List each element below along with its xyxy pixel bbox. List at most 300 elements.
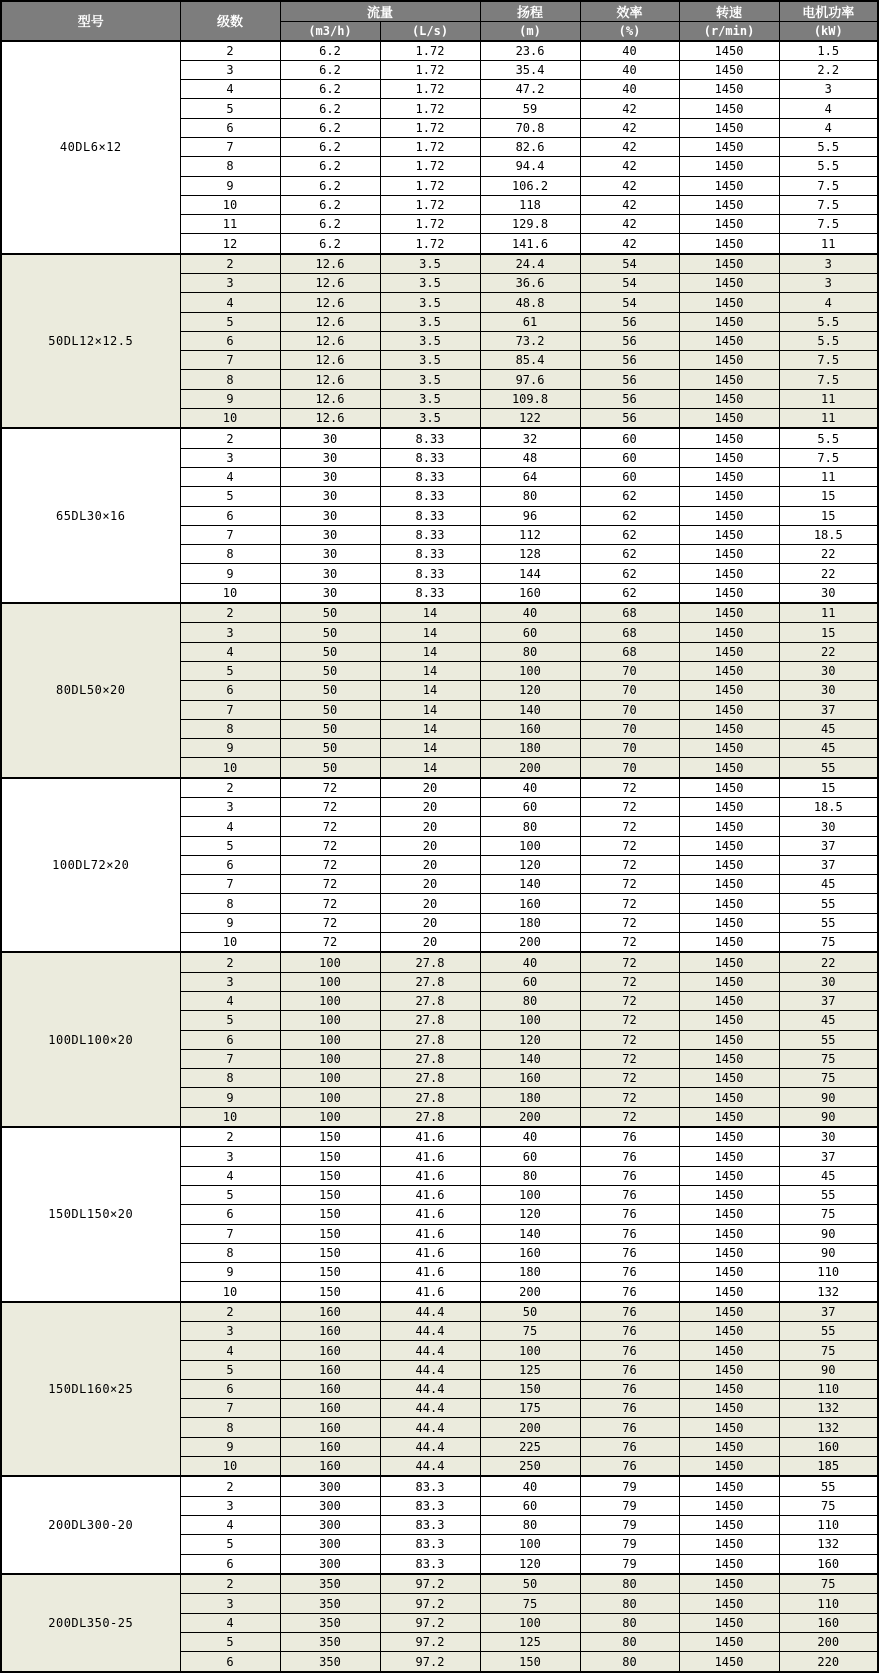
stage-cell: 10: [180, 408, 280, 428]
data-cell: 150: [480, 1379, 580, 1398]
data-cell: 100: [280, 1049, 380, 1068]
data-cell: 30: [280, 525, 380, 544]
data-cell: 76: [580, 1322, 679, 1341]
col-header-model: 型号: [1, 1, 180, 41]
data-cell: 54: [580, 274, 679, 293]
data-cell: 6.2: [280, 80, 380, 99]
stage-cell: 8: [180, 1418, 280, 1437]
data-cell: 56: [580, 331, 679, 350]
data-cell: 3.5: [380, 351, 480, 370]
table-row: [1, 41, 878, 61]
data-cell: 7.5: [779, 370, 878, 389]
data-cell: 3.5: [380, 408, 480, 428]
data-cell: 70: [580, 739, 679, 758]
data-cell: 4: [779, 99, 878, 118]
data-cell: 8.33: [380, 468, 480, 487]
stage-cell: 3: [180, 623, 280, 642]
data-cell: 300: [280, 1496, 380, 1515]
data-cell: 1450: [679, 1632, 779, 1651]
data-cell: 90: [779, 1107, 878, 1127]
model-cell: 65DL30×16: [1, 428, 180, 603]
data-cell: 54: [580, 293, 679, 312]
data-cell: 1450: [679, 972, 779, 991]
data-cell: 47.2: [480, 80, 580, 99]
data-cell: 72: [580, 875, 679, 894]
data-cell: 14: [380, 758, 480, 778]
data-cell: 37: [779, 836, 878, 855]
stage-cell: 5: [180, 836, 280, 855]
data-cell: 83.3: [380, 1476, 480, 1496]
data-cell: 79: [580, 1535, 679, 1554]
data-cell: 97.2: [380, 1574, 480, 1594]
table-row: [1, 952, 878, 972]
data-cell: 72: [280, 817, 380, 836]
data-cell: 1.72: [380, 80, 480, 99]
data-cell: 30: [280, 468, 380, 487]
data-cell: 7.5: [779, 195, 878, 214]
data-cell: 1450: [679, 1437, 779, 1456]
data-cell: 75: [779, 1205, 878, 1224]
data-cell: 30: [779, 817, 878, 836]
table-row: [1, 603, 878, 623]
data-cell: 120: [480, 681, 580, 700]
data-cell: 132: [779, 1535, 878, 1554]
data-cell: 60: [580, 428, 679, 448]
data-cell: 50: [280, 603, 380, 623]
table-row: [1, 1302, 878, 1322]
data-cell: 12.6: [280, 389, 380, 408]
col-header-speed: 转速: [679, 1, 779, 22]
data-cell: 75: [779, 932, 878, 952]
stage-cell: 7: [180, 525, 280, 544]
data-cell: 72: [580, 778, 679, 798]
data-cell: 76: [580, 1243, 679, 1262]
data-cell: 30: [779, 1127, 878, 1147]
data-cell: 18.5: [779, 525, 878, 544]
data-cell: 56: [580, 389, 679, 408]
data-cell: 14: [380, 642, 480, 661]
data-cell: 350: [280, 1652, 380, 1672]
data-cell: 56: [580, 312, 679, 331]
stage-cell: 5: [180, 1632, 280, 1651]
data-cell: 50: [480, 1302, 580, 1322]
data-cell: 150: [280, 1224, 380, 1243]
data-cell: 76: [580, 1186, 679, 1205]
stage-cell: 2: [180, 1127, 280, 1147]
data-cell: 30: [779, 661, 878, 680]
data-cell: 109.8: [480, 389, 580, 408]
stage-cell: 7: [180, 875, 280, 894]
stage-cell: 5: [180, 487, 280, 506]
data-cell: 20: [380, 855, 480, 874]
data-cell: 37: [779, 1147, 878, 1166]
stage-cell: 3: [180, 274, 280, 293]
data-cell: 72: [580, 1030, 679, 1049]
stage-cell: 4: [180, 817, 280, 836]
data-cell: 22: [779, 642, 878, 661]
data-cell: 3: [779, 80, 878, 99]
data-cell: 1450: [679, 623, 779, 642]
data-cell: 45: [779, 719, 878, 738]
data-cell: 50: [280, 681, 380, 700]
data-cell: 79: [580, 1554, 679, 1574]
data-cell: 22: [779, 952, 878, 972]
data-cell: 70.8: [480, 118, 580, 137]
unit-efficiency: (%): [580, 22, 679, 41]
data-cell: 20: [380, 932, 480, 952]
col-header-flow: 流量: [280, 1, 480, 22]
data-cell: 55: [779, 894, 878, 913]
data-cell: 1450: [679, 312, 779, 331]
data-cell: 37: [779, 700, 878, 719]
stage-cell: 10: [180, 1282, 280, 1302]
data-cell: 60: [580, 448, 679, 467]
data-cell: 20: [380, 913, 480, 932]
data-cell: 250: [480, 1457, 580, 1477]
data-cell: 1450: [679, 875, 779, 894]
data-cell: 160: [480, 719, 580, 738]
data-cell: 83.3: [380, 1554, 480, 1574]
data-cell: 1450: [679, 1030, 779, 1049]
stage-cell: 6: [180, 681, 280, 700]
data-cell: 5.5: [779, 157, 878, 176]
data-cell: 64: [480, 468, 580, 487]
data-cell: 42: [580, 234, 679, 254]
data-cell: 300: [280, 1535, 380, 1554]
data-cell: 8.33: [380, 448, 480, 467]
data-cell: 27.8: [380, 1088, 480, 1107]
data-cell: 90: [779, 1224, 878, 1243]
data-cell: 1450: [679, 1554, 779, 1574]
data-cell: 180: [480, 739, 580, 758]
stage-cell: 12: [180, 234, 280, 254]
data-cell: 160: [280, 1457, 380, 1477]
data-cell: 1450: [679, 234, 779, 254]
data-cell: 72: [580, 1088, 679, 1107]
data-cell: 40: [480, 952, 580, 972]
data-cell: 200: [480, 932, 580, 952]
data-cell: 3.5: [380, 274, 480, 293]
data-cell: 40: [580, 80, 679, 99]
stage-cell: 9: [180, 176, 280, 195]
data-cell: 80: [580, 1632, 679, 1651]
data-cell: 300: [280, 1554, 380, 1574]
data-cell: 1450: [679, 293, 779, 312]
data-cell: 42: [580, 137, 679, 156]
data-cell: 40: [580, 41, 679, 61]
stage-cell: 5: [180, 1011, 280, 1030]
data-cell: 60: [480, 972, 580, 991]
data-cell: 60: [480, 1496, 580, 1515]
data-cell: 112: [480, 525, 580, 544]
data-cell: 72: [580, 1011, 679, 1030]
data-cell: 11: [779, 408, 878, 428]
data-cell: 1450: [679, 1341, 779, 1360]
data-cell: 82.6: [480, 137, 580, 156]
data-cell: 56: [580, 408, 679, 428]
data-cell: 1450: [679, 1322, 779, 1341]
data-cell: 15: [779, 506, 878, 525]
data-cell: 100: [280, 1088, 380, 1107]
data-cell: 27.8: [380, 1030, 480, 1049]
data-cell: 200: [480, 758, 580, 778]
col-header-efficiency: 效率: [580, 1, 679, 22]
stage-cell: 4: [180, 468, 280, 487]
data-cell: 100: [480, 1011, 580, 1030]
data-cell: 42: [580, 176, 679, 195]
data-cell: 1450: [679, 1476, 779, 1496]
data-cell: 50: [280, 661, 380, 680]
stage-cell: 3: [180, 1322, 280, 1341]
data-cell: 14: [380, 603, 480, 623]
data-cell: 1450: [679, 913, 779, 932]
data-cell: 75: [480, 1322, 580, 1341]
data-cell: 36.6: [480, 274, 580, 293]
stage-cell: 5: [180, 312, 280, 331]
data-cell: 76: [580, 1166, 679, 1185]
data-cell: 1450: [679, 448, 779, 467]
stage-cell: 10: [180, 932, 280, 952]
data-cell: 160: [280, 1418, 380, 1437]
data-cell: 27.8: [380, 1049, 480, 1068]
data-cell: 100: [280, 992, 380, 1011]
stage-cell: 4: [180, 1166, 280, 1185]
stage-cell: 4: [180, 642, 280, 661]
data-cell: 100: [480, 1186, 580, 1205]
data-cell: 72: [580, 855, 679, 874]
stage-cell: 10: [180, 195, 280, 214]
data-cell: 30: [280, 583, 380, 603]
data-cell: 72: [580, 894, 679, 913]
data-cell: 120: [480, 1554, 580, 1574]
data-cell: 79: [580, 1496, 679, 1515]
data-cell: 1450: [679, 1516, 779, 1535]
data-cell: 30: [280, 428, 380, 448]
data-cell: 6.2: [280, 99, 380, 118]
data-cell: 48: [480, 448, 580, 467]
data-cell: 160: [280, 1322, 380, 1341]
data-cell: 300: [280, 1476, 380, 1496]
data-cell: 55: [779, 1030, 878, 1049]
data-cell: 8.33: [380, 545, 480, 564]
data-cell: 30: [280, 448, 380, 467]
data-cell: 6.2: [280, 118, 380, 137]
data-cell: 1.72: [380, 99, 480, 118]
data-cell: 12.6: [280, 312, 380, 331]
data-cell: 1.72: [380, 176, 480, 195]
data-cell: 160: [779, 1613, 878, 1632]
data-cell: 72: [580, 952, 679, 972]
data-cell: 1450: [679, 468, 779, 487]
data-cell: 94.4: [480, 157, 580, 176]
data-cell: 56: [580, 351, 679, 370]
data-cell: 55: [779, 1322, 878, 1341]
data-cell: 1450: [679, 408, 779, 428]
stage-cell: 3: [180, 1496, 280, 1515]
model-cell: 150DL150×20: [1, 1127, 180, 1302]
data-cell: 5.5: [779, 331, 878, 350]
data-cell: 1.72: [380, 195, 480, 214]
data-cell: 20: [380, 875, 480, 894]
data-cell: 76: [580, 1457, 679, 1477]
data-cell: 160: [280, 1379, 380, 1398]
data-cell: 1450: [679, 370, 779, 389]
data-cell: 110: [779, 1379, 878, 1398]
data-cell: 18.5: [779, 798, 878, 817]
data-cell: 55: [779, 1476, 878, 1496]
data-cell: 1450: [679, 778, 779, 798]
data-cell: 118: [480, 195, 580, 214]
stage-cell: 6: [180, 118, 280, 137]
data-cell: 12.6: [280, 254, 380, 274]
data-cell: 150: [280, 1205, 380, 1224]
model-cell: 40DL6×12: [1, 41, 180, 254]
data-cell: 1450: [679, 1399, 779, 1418]
stage-cell: 4: [180, 992, 280, 1011]
stage-cell: 4: [180, 293, 280, 312]
data-cell: 160: [480, 1243, 580, 1262]
data-cell: 45: [779, 1011, 878, 1030]
data-cell: 45: [779, 875, 878, 894]
data-cell: 44.4: [380, 1341, 480, 1360]
stage-cell: 2: [180, 1302, 280, 1322]
data-cell: 20: [380, 798, 480, 817]
data-cell: 144: [480, 564, 580, 583]
data-cell: 6.2: [280, 41, 380, 61]
data-cell: 3: [779, 274, 878, 293]
data-cell: 80: [480, 992, 580, 1011]
stage-cell: 9: [180, 389, 280, 408]
data-cell: 50: [280, 642, 380, 661]
data-cell: 75: [779, 1341, 878, 1360]
model-cell: 100DL100×20: [1, 952, 180, 1127]
stage-cell: 8: [180, 1069, 280, 1088]
data-cell: 50: [280, 758, 380, 778]
stage-cell: 2: [180, 778, 280, 798]
data-cell: 1.72: [380, 137, 480, 156]
data-cell: 1450: [679, 545, 779, 564]
data-cell: 80: [480, 1166, 580, 1185]
data-cell: 11: [779, 468, 878, 487]
data-cell: 72: [580, 798, 679, 817]
data-cell: 20: [380, 894, 480, 913]
data-cell: 1450: [679, 1594, 779, 1613]
stage-cell: 10: [180, 1107, 280, 1127]
data-cell: 85.4: [480, 351, 580, 370]
data-cell: 200: [480, 1418, 580, 1437]
table-body: [1, 41, 878, 1673]
data-cell: 6.2: [280, 137, 380, 156]
unit-flow-ls: (L/s): [380, 22, 480, 41]
data-cell: 76: [580, 1224, 679, 1243]
data-cell: 72: [580, 836, 679, 855]
data-cell: 350: [280, 1632, 380, 1651]
stage-cell: 3: [180, 798, 280, 817]
data-cell: 1.5: [779, 41, 878, 61]
data-cell: 30: [280, 506, 380, 525]
data-cell: 50: [480, 1574, 580, 1594]
data-cell: 70: [580, 700, 679, 719]
stage-cell: 8: [180, 719, 280, 738]
data-cell: 76: [580, 1437, 679, 1456]
data-cell: 27.8: [380, 1107, 480, 1127]
data-cell: 1450: [679, 642, 779, 661]
data-cell: 8.33: [380, 487, 480, 506]
data-cell: 140: [480, 700, 580, 719]
data-cell: 1450: [679, 195, 779, 214]
data-cell: 12.6: [280, 293, 380, 312]
data-cell: 150: [280, 1243, 380, 1262]
data-cell: 132: [779, 1418, 878, 1437]
data-cell: 62: [580, 583, 679, 603]
data-cell: 100: [280, 952, 380, 972]
data-cell: 1450: [679, 681, 779, 700]
data-cell: 106.2: [480, 176, 580, 195]
stage-cell: 7: [180, 351, 280, 370]
data-cell: 150: [280, 1263, 380, 1282]
data-cell: 32: [480, 428, 580, 448]
stage-cell: 9: [180, 1263, 280, 1282]
data-cell: 44.4: [380, 1360, 480, 1379]
data-cell: 40: [480, 1127, 580, 1147]
data-cell: 41.6: [380, 1263, 480, 1282]
data-cell: 41.6: [380, 1205, 480, 1224]
stage-cell: 4: [180, 1613, 280, 1632]
data-cell: 350: [280, 1574, 380, 1594]
data-cell: 1.72: [380, 215, 480, 234]
stage-cell: 7: [180, 1399, 280, 1418]
data-cell: 1450: [679, 1535, 779, 1554]
data-cell: 1450: [679, 932, 779, 952]
data-cell: 1450: [679, 1379, 779, 1398]
data-cell: 44.4: [380, 1437, 480, 1456]
data-cell: 110: [779, 1594, 878, 1613]
data-cell: 3.5: [380, 389, 480, 408]
data-cell: 100: [480, 1613, 580, 1632]
data-cell: 30: [280, 545, 380, 564]
data-cell: 160: [280, 1437, 380, 1456]
data-cell: 180: [480, 1088, 580, 1107]
data-cell: 160: [480, 1069, 580, 1088]
data-cell: 22: [779, 545, 878, 564]
data-cell: 75: [779, 1574, 878, 1594]
data-cell: 1450: [679, 894, 779, 913]
data-cell: 1450: [679, 41, 779, 61]
stage-cell: 6: [180, 1554, 280, 1574]
stage-cell: 3: [180, 1594, 280, 1613]
data-cell: 15: [779, 623, 878, 642]
data-cell: 76: [580, 1127, 679, 1147]
data-cell: 72: [580, 972, 679, 991]
data-cell: 200: [480, 1282, 580, 1302]
stage-cell: 2: [180, 41, 280, 61]
data-cell: 90: [779, 1360, 878, 1379]
data-cell: 42: [580, 195, 679, 214]
stage-cell: 9: [180, 1088, 280, 1107]
data-cell: 68: [580, 603, 679, 623]
data-cell: 100: [280, 972, 380, 991]
data-cell: 72: [580, 992, 679, 1011]
data-cell: 55: [779, 1186, 878, 1205]
data-cell: 62: [580, 506, 679, 525]
data-cell: 1450: [679, 389, 779, 408]
data-cell: 1450: [679, 583, 779, 603]
data-cell: 7.5: [779, 448, 878, 467]
data-cell: 24.4: [480, 254, 580, 274]
data-cell: 100: [480, 1535, 580, 1554]
data-cell: 30: [779, 583, 878, 603]
data-cell: 44.4: [380, 1302, 480, 1322]
